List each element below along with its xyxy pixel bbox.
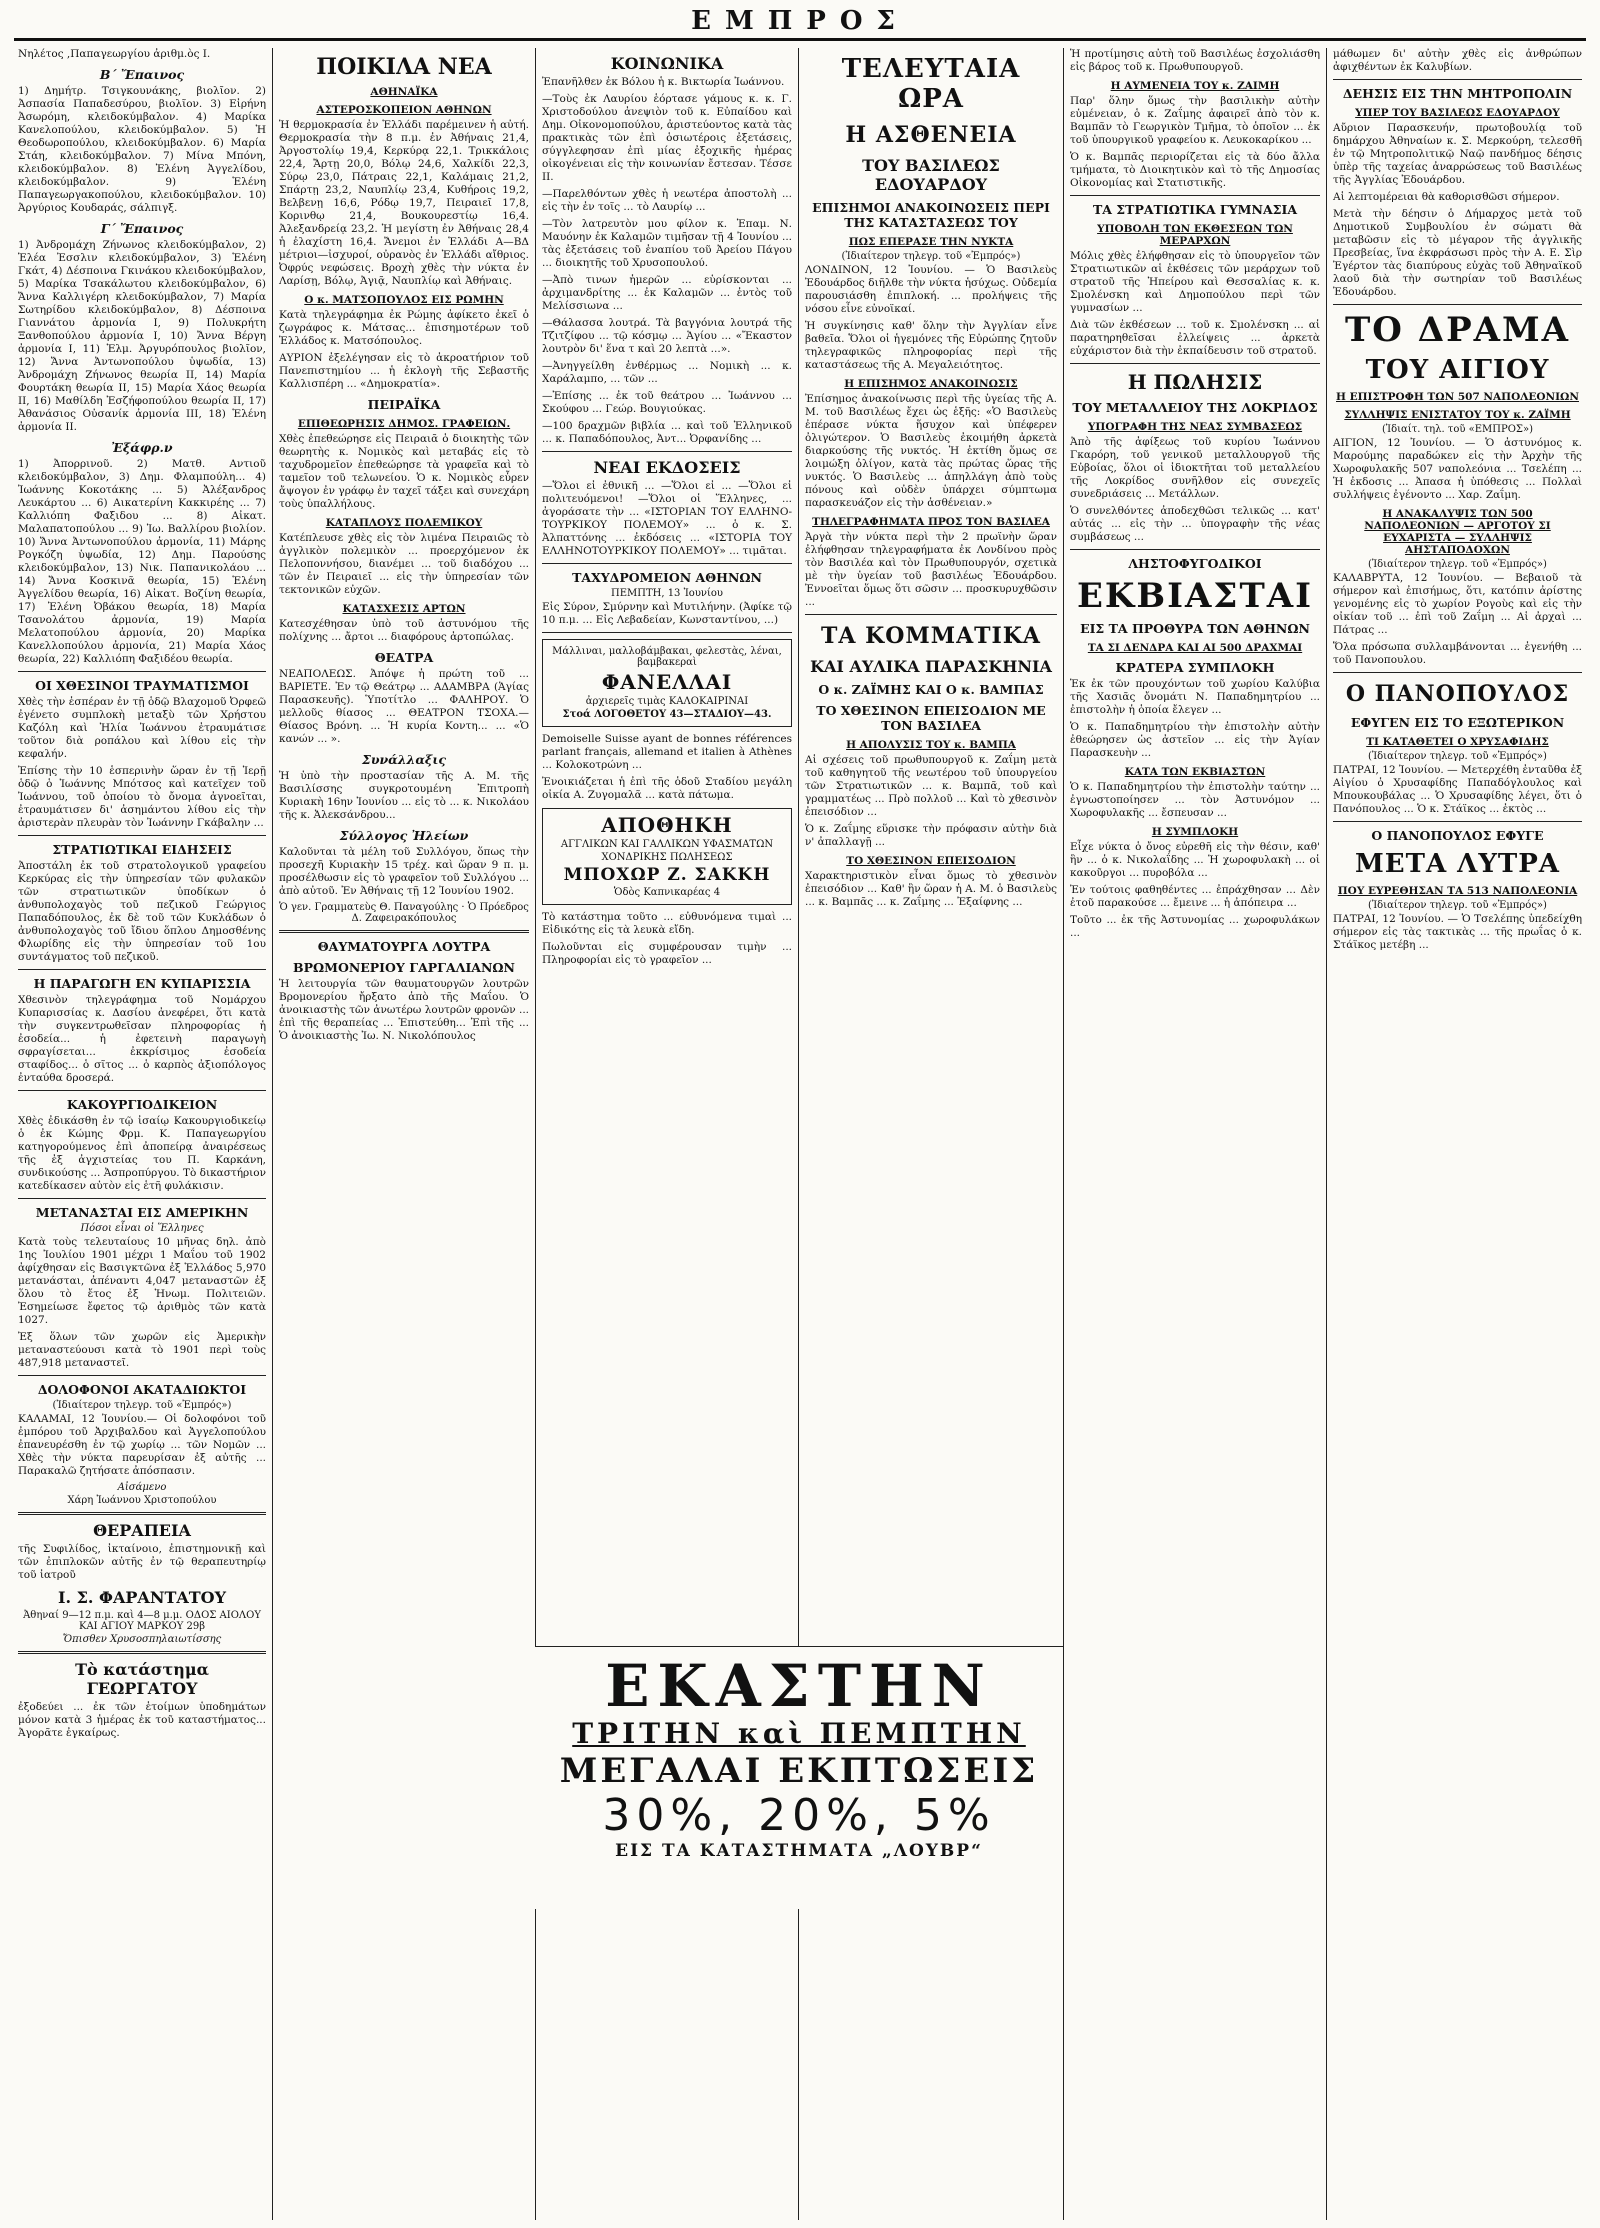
- article-text: —Τοὺς ἐκ Λαυρίου ἑόρτασε γάμους κ. κ. Γ. Χριστοδούλου ἀνεψιὸν τοῦ κ. Εὐπαίδου καὶ Δημ. Οἰκονομοπούλου, ἀριστεύοντος κατὰ τὰς πρακτικὰς τῶν ἐπὶ ὁσιωτέροις ἐξετάσεις, σύγγλεφησαν ἐπὶ μίας ἐξοχικῆς ἡμέρας οἰκογένειαι εἰς τὴν κοινωνίαν ἔστεσαν. Τέσσε ΙΙ.: [542, 93, 792, 183]
- article-headline: ΚΑΙ ΑΥΛΙΚΑ ΠΑΡΑΣΚΗΝΙΑ: [810, 657, 1052, 676]
- article-text: Ἀπὸ τῆς ἀφίξεως τοῦ κυρίου Ἰωάννου Γκαρόρη, τοῦ γενικοῦ μεταλλουργοῦ τῆς Εὐβοίας, ὅλοι οἱ ἰδιοκτῆται τοῦ μεταλλείου τῆς Λοκρίδος συνῆλθον εἰς συνεχεῖς συνεδριάσεις ... Μετάλλων.: [1070, 436, 1320, 500]
- article-text: ΑΙΓΙΟΝ, 12 Ἰουνίου. — Ὁ ἀστυνόμος κ. Μαρούμης παραδώκεν εἰς τὴν Ἀρχὴν τῆς Χωροφυλακῆς 507 ναπολεόνια ... Τσελέπη ... Ἡ ἐκδοσις ... Ἀπασα ἡ ὑπόθεσις ... Πολλαὶ συλλήψεις ἐγένοντο ... Χαρ. Ζαΐμη.: [1333, 437, 1582, 501]
- divider: [1333, 79, 1582, 80]
- ad-text: τῆς Συφιλίδος, ἰκταίνοιο, ἐπιστημονικῇ καὶ τῶν ἐπιπλοκῶν αὐτῆς ἐν τῷ θεραπευτηρίῳ τοῦ ἰατροῦ: [18, 1543, 266, 1581]
- article-text: —Ἀνηγγείλθη ἐνθέρμως ... Νομικὴ ... κ. Χαράλαμπο, ... τῶν ...: [542, 360, 792, 385]
- article-text: Ἐν τούτοις φαθηθέντες ... ἐπράχθησαν ... Δὲν ἐτοῦ παρακούσε ... ἔμεινε ... ἡ ἀπόπειρα ...: [1070, 884, 1320, 909]
- article-text: 1) Ἀνδρομάχη Ζήνωνος κλειδοκύμβαλον, 2) Ἑλέα Ἐσσλιν κλειδοκύμβαλον, 3) Ἑλένη Γκάτ, 4) Δέσποινα Γκινάκου κλειδοκύμβαλον, 5) Μαρίκα Τσακάλωτου κλειδοκύμβαλον, 6) Ἄννα Καλλιγέρη κλειδοκύμβαλον, 7) Μαρία Σωτηρίδου κλειδοκύμβαλον, 8) Δέσποινα Γιαννάτου ἀρμονία I, 9) Πολυκρήτη Ξανθοπούλου ἀρμονία I, 10) Ἄννα Βέργη ἀρμονία I, 11) Ἑλμ. Ἀργυρόπουλος βιολῖον, 12) Ἄννα Ἀντωνοπούλου ὑψωδία, 13) Ἀνδρομάχη Ζήνωνος θεωρία II, 14) Μαρία Φουρτάκη θεωρία II, 15) Μαρία Χάος θεωρία II, 16) Μαθίλδη Ἐσζήφοπούλου θεωρία II, 17) Ἀθανάσιος Οὐσανίκ ἀρμονία III, 18) Ἑλένη ἀρμονία II.: [18, 239, 266, 433]
- section-title: ΝΕΑΙ ΕΚΔΟΣΕΙΣ: [593, 458, 741, 477]
- article-headline: ΜΕΤΑΝΑΣΤΑΙ ΕΙΣ ΑΜΕΡΙΚΗΝ: [35, 1205, 249, 1220]
- ad-text: Τὸ κατάστημα τοῦτο ... εὐθυνόμενα τιμαὶ ... Εἰδικότης εἰς τὰ λευκὰ εἴδη.: [542, 911, 792, 936]
- ad-text: Μάλλιναι, μαλλοβάμβακαι, φελεστὰς, λέναι, βαμβακεραὶ: [552, 646, 782, 668]
- newspaper-title: ΕΜΠΡΟΣ: [691, 6, 909, 36]
- section-heading: Β΄ Ἔπαινος: [99, 67, 185, 82]
- article-text: Καλοῦνται τὰ μέλη τοῦ Συλλόγου, ὅπως τὴν προσεχῆ Κυριακὴν 15 τρέχ. καὶ ὥραν 9 π. μ. προσέλθωσιν εἰς τὸ γραφεῖον τοῦ Συλλόγου ... ἀπὸ αὐτοῦ. Ἐν Ἀθήναις τῇ 12 Ἰουνίου 1902.: [279, 846, 529, 897]
- article-subheading: ΠΕΜΠΤΗ, 13 Ἰουνίου: [610, 588, 724, 599]
- divider: [18, 671, 266, 672]
- article-text: —Ἐπίσης ... ἐκ τοῦ θεάτρου ... Ἰωάννου ... Σκούφου ... Γεώρ. Βουγιούκας.: [542, 390, 792, 415]
- ad-subheadline: ΒΡΩΜΟΝΕΡΙΟΥ ΓΑΡΓΑΛΙΑΝΩΝ: [293, 960, 515, 975]
- article-text: ΚΑΛΑΜΑΙ, 12 Ἰουνίου.— Οἱ δολοφόνοι τοῦ ἐμπόρου τοῦ Ἀρχιβαλδου καὶ Ἀγγελοπούλου ἐπανευρέσθη ἐν τῷ χωρίῳ ... τῶν Νομῶν ... Χθὲς τὴν νύκτα παρευρίσαν ἐξ αὐτῆς ... Παρακαλῶ ζητήσατε ἀπόσπασιν.: [18, 1413, 266, 1477]
- section-subtitle: ΑΘΗΝΑΪΚΑ: [370, 86, 438, 98]
- article-text: Ἡ προτίμησις αὐτὴ τοῦ Βασιλέως ἐσχολιάσθη εἰς βάρος τοῦ κ. Πρωθυπουργοῦ.: [1070, 48, 1320, 73]
- signature-name: Χάρη Ἰωάννου Χριστοπούλου: [67, 1495, 217, 1506]
- article-text: Ἡ θερμοκρασία ἐν Ἑλλάδι παρέμεινεν ἡ αὐτή. Θερμοκρασία τὴν 8 π.μ. ἐν Ἀθήναις 21,4, Ἀργοστολίῳ 19,4, Κερκύρᾳ 22,1. Τρικκάλοις 22,4, Ἄρτῃ 20,0, Βόλῳ 24,6, Χαλκίδι 22,3, Σύρῳ 23,0, Πάτραις 22,1, Καλάμαις 21,2, Σπάρτῃ 23,2, Ναυπλίῳ 23,4, Κυθήροις 19,2, Βελβενῃ 16,6, Ρόδῳ 19,7, Πειραιεῖ 17,8, Κορινθῳ 21,4, Βουκουρεστίῳ 16,4. Ἀλεξανδρείᾳ 23,2. Ἡ μεγίστη ἐν Ἀθήναις 28,4 ἡ ἐλαχίστη 16,4. Ἄνεμοι ἐν Ἑλλάδι Α—ΒΔ μέτριοι—ἰσχυροί, οὐρανὸς ἐν Ἑλλάδι αἴθριος. Ὀφρύς νεφώσεις. Βροχὴ χθὲς τὴν νύκτα ἐν Λαρίσῃ, Βόλῳ, Ἀγιᾷ, Ναυπλίῳ καὶ Ἀθήναις.: [279, 119, 529, 287]
- article-text: Ἐπίσημος ἀνακοίνωσις περὶ τῆς ὑγείας τῆς Α. Μ. τοῦ Βασιλέως ἔχει ὡς ἑξῆς: «Ὁ Βασιλεὺς ἐπέρασε νύκτα ἥσυχον καὶ ὑπέφερεν ὀλιγώτερον. Ὁ Βασιλεὺς ἐκοιμήθη ἀρκετὰ διαρκούσης τῆς νυκτός. Ἡ ἐκτίθη ὅμως σε λοιμώξη ὀλίγον, κατὰ τὰς πρώτας ὥρας τῆς νυκτός. Ὁ Βασιλεὺς ... ἀπηλλάγη ἀπὸ τοὺς πόνους καὶ οὐδὲν ὑπάρχει σύμπτωμα παρασκευάζον εἰς τὴν ἀσθένειαν.»: [805, 393, 1057, 509]
- article-headline: ΑΣΤΕΡΟΣΚΟΠΕΙΟΝ ΑΘΗΝΩΝ: [316, 104, 492, 116]
- article-headline: ΕΦΥΓΕΝ ΕΙΣ ΤΟ ΕΞΩΤΕΡΙΚΟΝ: [1350, 715, 1565, 730]
- article-headline: Συνάλλαξις: [361, 752, 446, 767]
- article-text: —Τὸν λατρευτὸν μου φίλον κ. Ἐπαμ. Ν. Μαυόνην ἐκ Καλαμῶν τιμῆσαν τῇ 4 Ἰουνίου ... τὰς ἐξετάσεις τοῦ ἐναπίου τοῦ Ἀρείου Πάγου ... διοικητῆς τοῦ Χρυσοπουλού.: [542, 218, 792, 269]
- masthead: [0, 0, 1600, 46]
- article-kicker: Ο ΠΑΝΟΠΟΥΛΟΣ ΕΦΥΓΕ: [1371, 828, 1544, 843]
- divider: [1333, 672, 1582, 673]
- article-kicker: ΛΗΣΤΟΦΥΓΟΔΙΚΟΙ: [1128, 556, 1262, 571]
- divider: [18, 1198, 266, 1199]
- article-subheading: ΤΗΛΕΓΡΑΦΗΜΑΤΑ ΠΡΟΣ ΤΟΝ ΒΑΣΙΛΕΑ: [812, 516, 1050, 528]
- article-text: Ἐξ ὅλων τῶν χωρῶν εἰς Ἀμερικὴν μεταναστεύουσι κατὰ τὸ 1901 περὶ τοὺς 487,918 μεταναστεῖ.: [18, 1331, 266, 1369]
- divider: [805, 614, 1057, 615]
- article-headline: Η ΠΑΡΑΓΩΓΗ ΕΝ ΚΥΠΑΡΙΣΣΙΑ: [33, 976, 251, 991]
- classified-ad: Πωλοῦνται εἰς συμφέρουσαν τιμὴν ... Πληροφορίαι εἰς τὸ γραφεῖον ...: [542, 941, 792, 966]
- newspaper-page: [12, 48, 1588, 2220]
- dateline-note: (Ἰδιαίτερον τηλεγρ. τοῦ «Ἐμπρός»): [1368, 900, 1547, 911]
- section-title: ΤΑΧΥΔΡΟΜΕΙΟΝ ΑΘΗΝΩΝ: [572, 570, 762, 585]
- article-text: Αἱ σχέσεις τοῦ πρωθυπουργοῦ κ. Ζαΐμη μετὰ τοῦ καθηγητοῦ τῆς νεωτέρου τοῦ ὑπουργείου τῶν Στρατιωτικῶν ... κ. Βαμπᾶ, τοῦ καὶ γραμματέως ... Πρὸ πολλοῦ ... Καὶ τὸ χθεσινὸν ἐπεισόδιον ...: [805, 754, 1057, 818]
- divider: [1333, 304, 1582, 305]
- article-subheading: ΕΙΣ ΤΑ ΠΡΟΘΥΡΑ ΤΩΝ ΑΘΗΝΩΝ: [1080, 621, 1310, 636]
- article-subheading: Η ΕΠΙΣΤΡΟΦΗ ΤΩΝ 507 ΝΑΠΟΛΕΟΝΙΩΝ: [1336, 391, 1579, 403]
- article-subheading: ΠΩΣ ΕΠΕΡΑΣΕ ΤΗΝ ΝΥΚΤΑ: [848, 236, 1014, 248]
- article-headline: ΚΑΤΑΣΧΕΣΙΣ ΑΡΤΩΝ: [342, 603, 466, 615]
- ad-address-note: Ὄπισθεν Χρυσοσπηλαιωτίσσης: [62, 1634, 222, 1645]
- article-headline: ΣΤΡΑΤΙΩΤΙΚΑΙ ΕΙΔΗΣΕΙΣ: [52, 842, 232, 857]
- article-headline: ΕΚΒΙΑΣΤΑΙ: [1076, 576, 1314, 616]
- article-subheading: ΣΥΛΛΗΨΙΣ ΕΝΙΣΤΑΤΟΥ ΤΟΥ κ. ΖΑΪΜΗ: [1344, 409, 1571, 421]
- article-text: Αὔριον Παρασκευήν, πρωτοβουλίᾳ τοῦ δημάρχου Ἀθηναίων κ. Σ. Μερκούρη, τελεσθῆ ἐν τῷ Μητροπολιτικῷ Ναῷ πανδήμος δέησις ὑπὲρ τῆς ταχείας ἀναρρώσεως τοῦ Βασιλέως τῆς Ἀγγλίας Ἐδουάρδου.: [1333, 122, 1582, 186]
- article-subheading: Πόσοι εἶναι οἱ Ἕλληνες: [80, 1223, 204, 1234]
- article-text: Χθὲς τὴν ἑσπέραν ἐν τῇ ὁδῷ Βλαχομοῦ Ὀρφεῶ ἐγένετο συμπλοκὴ μεταξὺ τῶν Χρήστου Καζόλη καὶ Ἠλία Ἰωάννου ἐτραυμάτισε τοῦτον διὰ ροπάλου καὶ λίθου εἰς τὴν κεφαλήν.: [18, 696, 266, 760]
- ad-headline: Τὸ κατάστημα ΓΕΩΡΓΑΤΟΥ: [75, 1660, 209, 1698]
- signatures: Ὁ γεν. Γραμματεὺς Θ. Παναγούλης · Ὁ Πρόεδρος Δ. Ζαφειρακόπουλος: [279, 902, 529, 924]
- dateline-note: (Ἰδιαίτερον τηλεγρ. τοῦ «Ἐμπρός»): [841, 251, 1021, 262]
- article-text: Κατέπλευσε χθὲς εἰς τὸν λιμένα Πειραιῶς τὸ ἀγγλικὸν πολεμικὸν ... προερχόμενον ἐκ Πελοποννήσου, διανέμει ... τοῦ διαδόχου ... τῶν ἐν Πειραιεῖ ... εἰς τὴν ὑπηρεσίαν τῶν τεκτονικῶν εὐχῶν.: [279, 532, 529, 596]
- article-text: Ἐπίσης τὴν 10 ἑσπερινὴν ὥραν ἐν τῇ Ἱερῇ ὁδῷ ὁ Ἰωάννης Μπότσος καὶ κατεῖχεν τοῦ Ἰωάννου, τοῦ ὁποίου τὸ ὄνομα ἀγνοεῖται, ἐτραυμάτισεν δι' ἀσημάντου λίθου εἰς τὴν ἀριστερὰν πλευρὰν τὸν Ἰωάννην Γκάβαλην ...: [18, 765, 266, 829]
- ad-headline: ΘΕΡΑΠΕΙΑ: [93, 1521, 191, 1540]
- column-2: [272, 48, 535, 2220]
- article-subheading: Η ΣΥΜΠΛΟΚΗ: [1151, 826, 1239, 838]
- ad-headline: ΘΑΥΜΑΤΟΥΡΓΑ ΛΟΥΤΡΑ: [317, 939, 491, 954]
- article-subheading: (Ἰδιαίτερον τηλεγρ. τοῦ «Ἐμπρός»): [52, 1400, 232, 1411]
- divider: [18, 1090, 266, 1091]
- article-text: Τοῦτο ... ἐκ τῆς Ἀστυνομίας ... χωροφυλάκων ...: [1070, 914, 1320, 939]
- divider: [1070, 195, 1320, 196]
- article-text: —Παρελθόντων χθὲς ἡ νεωτέρα ἀποστολὴ ... εἰς τὴν ἐν τοῖς ... τὸ Λαυρίῳ ...: [542, 188, 792, 213]
- article-text: 1) Ἀπορρινοῦ. 2) Ματθ. Αντιοῦ κλειδοκύμβαλον, 3) Δημ. Φλαμπούλη... 4) Ἰωάννης Κοκοτάκης ... 5) Ἀλέξανδρος Λευκάρτου ... 6) Αικατερίνη Κακκιρέης ... 7) Καλλιόπη Φαξιδου ... 8) Αἰκατ. Μαλαπατοπούλου ... 9) Ἰω. Βαλλίρου βιολίον. 10) Ἄννα Ἀντωνοπούλου ἀρμονία, 11) Μάρης Ρογκόζη ὑψωδία, 12) Δημ. Παρούσης κλειδοκύμβαλον, 13) Νικ. Παπανικολάου ... 14) Ἄννα Κοσκινᾶ θεωρία, 15) Ἑλένη Ἀγγελίδου θεωρία, 16) Αἰκατ. Βοζίνη θεωρία, 17) Ἐλένη Ὀβάκου θεωρία, 18) Μαρία Τσανολάτου ἀρμονία, 19) Μαρία Μελατοπούλου ἀρμονία, 20) Μαρίκα Κανελλοπούλου ἀρμονία, 21) Μαρία Χάος θεωρία, 22) Καλλιόπη Φαξιδέου θεωρία.: [18, 458, 266, 665]
- article-text: —Ὅλοι εἰ ἐθνικῆ ... —Ὅλοι εἰ ... —Ὅλοι εἰ πολιτευόμενοι! —Ὅλοι οἱ Ἕλληνες, ... ἀγοράσατε τὴν ... «ΙΣΤΟΡΙΑΝ ΤΟΥ ΕΛΛΗΝΟ-ΤΟΥΡΚΙΚΟΥ ΠΟΛΕΜΟΥ» ... ὁ κ. Σ. Ἀλπαττόνης ... ἐκδόσεις ... «ΙΣΤΟΡΙΑ ΤΟΥ ΕΛΛΗΝΟΤΟΥΡΚΙΚΟΥ ΠΟΛΕΜΟΥ» ... τιμᾶται.: [542, 480, 792, 557]
- article-subheading: Ο κ. ΖΑΪΜΗΣ ΚΑΙ Ο κ. ΒΑΜΠΑΣ: [818, 682, 1044, 697]
- article-subheading: Η ΑΝΑΚΑΛΥΨΙΣ ΤΩΝ 500 ΝΑΠΟΛΕΟΝΙΩΝ — ΑΡΓΟΤΟΥ ΣΙ ΕΥΧΑΡΙΣΤΑ — ΣΥΛΛΗΨΙΣ ΑΗΣΤΑΠΟΔΟΧΩΝ: [1364, 508, 1551, 556]
- article-subheading: ΤΟ ΧΘΕΣΙΝΟΝ ΕΠΕΙΣΟΔΙΟΝ ΜΕ ΤΟΝ ΒΑΣΙΛΕΑ: [816, 703, 1046, 733]
- divider: [18, 1512, 266, 1515]
- article-text: Κατὰ τηλεγράφημα ἐκ Ρώμης ἀφίκετο ἐκεῖ ὁ ζωγράφος κ. Μάτσας... ἐπισημοτέρων τοῦ Ἑλλάδος κ. Ματσόπουλος.: [279, 309, 529, 347]
- article-headline: Ο κ. ΜΑΤΣΟΠΟΥΛΟΣ ΕΙΣ ΡΩΜΗΝ: [304, 294, 504, 306]
- article-text: Ἑκ ἐκ τῶν προυχόντων τοῦ χωρίου Καλύβια τῆς Χασιᾶς ὄνομάτι Ν. Παπαδημητρίου ... ἐπιστολὴν ἡ ὁποία ἔλεγεν ...: [1070, 678, 1320, 716]
- dateline-note: (Ἰδιαίτερον τηλεγρ. τοῦ «Ἐμπρός»): [1368, 559, 1547, 570]
- article-text: Μόλις χθὲς ἐλήφθησαν εἰς τὸ ὑπουργεῖον τῶν Στρατιωτικῶν αἱ ἐκθέσεις τῶν μεράρχων τοῦ στρατοῦ τῆς Ἠπείρου καὶ Θεσσαλίας κ. κ. Σμολένσκη καὶ Δημοπούλου περὶ τῶν γυμνασίων ...: [1070, 250, 1320, 314]
- article-subheading: Η ΕΠΙΣΗΜΟΣ ΑΝΑΚΟΙΝΩΣΙΣ: [844, 378, 1018, 390]
- ad-text: ἐξοδεύει ... ἐκ τῶν ἑτοίμων ὑποδημάτων μόνον κατὰ 3 ἡμέρας ἐκ τοῦ καταστήματος... Ἀγορᾶτε ἐγκαίρως.: [18, 1701, 266, 1739]
- article-headline: ΚΑΚΟΥΡΓΙΟΔΙΚΕΙΟΝ: [66, 1097, 218, 1112]
- article-headline: ΤΑ ΚΟΜΜΑΤΙΚΑ: [820, 623, 1041, 649]
- article-subheading: Η ΑΥΜΕΝΕΙΑ ΤΟΥ κ. ΖΑΙΜΗ: [1110, 80, 1280, 92]
- article-text: Κατεσχέθησαν ὑπὸ τοῦ ἀστυνόμου τῆς πολίχνης ... ἄρτοι ... διαφόρους ἀρτοπώλας.: [279, 618, 529, 643]
- article-text: Ἀποστάλη ἐκ τοῦ στρατολογικοῦ γραφείου Κερκύρας εἰς τὴν ὑπηρεσίαν τῶν φυλακῶν τῶν στρατιωτικῶν ὑποδίκων ὁ ἀνθυπολοχαγὸς τοῦ πεζικοῦ Γεώργιος Παπαδόπουλος, ἐκ δὲ τοῦ τῶν Κυκλάδων ὁ ἀνθυπολοχαγὸς τοῦ ἴδιου ὅπλου Δημοσθένης Φλωρίδης εἰς τὴν ὑπηρεσίαν τοῦ 1ου συντάγματος τοῦ πεζικοῦ.: [18, 860, 266, 963]
- advertisement-flannels: [542, 639, 792, 727]
- ad-text: ΑΓΓΛΙΚΩΝ ΚΑΙ ΓΑΛΛΙΚΩΝ ΥΦΑΣΜΑΤΩΝ: [560, 839, 774, 850]
- article-text: ΑΥΡΙΟΝ ἐξελέγησαν εἰς τὸ ἀκροατήριον τοῦ Πανεπιστημίου ... ἡ ἐκλογὴ τῆς Σεβαστῆς Καλλισπέρη ... «Δημοκρατία».: [279, 352, 529, 390]
- article-text: Χθεσινὸν τηλεγράφημα τοῦ Νομάρχου Κυπαρισσίας κ. Δασίου ἀνεφέρει, ὅτι κατὰ τὴν συγκεντρωθεῖσαν πληροφορίας ἡ ἐσοδεία... ἡ ἐφετεινὴ παραγωγὴ σφραγίσεται... ἐκκρίσιμος ἐσοδεία σταφίδος... ὁ σῖτος ... ὁ καρπὸς ἀξιοπόλογος ἐνταύθα δροσερά.: [18, 994, 266, 1084]
- ad-merchant-name: ΜΠΟΧΩΡ Ζ. ΣΑΚΚΗ: [563, 865, 771, 885]
- dateline-note: (Ἰδιαίτ. τηλ. τοῦ «ΕΜΠΡΟΣ»): [1381, 424, 1534, 435]
- article-subheading: ΠΟΥ ΕΥΡΕΘΗΣΑΝ ΤΑ 513 ΝΑΠΟΛΕΟΝΙΑ: [1337, 885, 1578, 897]
- ad-text: ἀρχιερεῖς τιμὰς ΚΑΛΟΚΑΙΡΙΝΑΙ: [585, 696, 749, 707]
- article-text: ΛΟΝΔΙΝΟΝ, 12 Ἰουνίου. — Ὁ Βασιλεὺς Ἐδουάρδος διῆλθε τὴν νύκτα ἡσύχως. Οὐδεμία παρουσιάσθη ἐπιπλοκή. ... προλήψεις τῆς νόσου εἶνε εὐνοϊκαί.: [805, 264, 1057, 315]
- dateline-note: (Ἰδιαίτερον τηλεγρ. τοῦ «Ἐμπρός»): [1368, 751, 1547, 762]
- article-subheading: Η ΑΠΟΛΥΣΙΣ ΤΟΥ κ. ΒΑΜΠΑ: [846, 739, 1016, 751]
- divider: [18, 969, 266, 970]
- article-text: Ὁ κ. Ζαΐμης εὕρισκε τὴν πρόφασιν αὐτὴν διὰ ν' ἀπαλλαγῇ ...: [805, 823, 1057, 848]
- article-headline: Σύλλογος Ἠλείων: [339, 828, 469, 843]
- divider: [1333, 821, 1582, 822]
- section-subtitle: ΠΕΙΡΑΪΚΑ: [367, 397, 441, 412]
- article-headline: ΜΕΤΑ ΛΥΤΡΑ: [1355, 849, 1560, 879]
- article-text: Ἐπανῆλθεν ἐκ Βόλου ἡ κ. Βικτωρία Ἰωάννου.: [542, 76, 785, 88]
- ad-name: Ι. Σ. ΦΑΡΑΝΤΑΤΟΥ: [57, 1588, 227, 1607]
- column-1: [12, 48, 272, 2220]
- article-text: Χαρακτηριστικὸν εἶναι ὅμως τὸ χθεσινὸν ἐπεισόδιον ... Καθ' ἣν ὥραν ἡ Α. Μ. ὁ Βασιλεὺς ... κ. Βαμπᾶς ... κ. Ζαΐμης ... Ἐξαίφνης ...: [805, 870, 1057, 908]
- ad-text: Ἡ λειτουργία τῶν θαυματουργῶν λουτρῶν Βρομονερίου ἤρξατο ἀπὸ τῆς Μαΐου. Ὁ ἀνοικιαστὴς τῶν ἀνωτέρω λουτρῶν φρονῶν ... ἐπὶ τῆς θεραπείας ... Ἐπιστεύθη... Ἐπὶ τῆς ... Ὁ ἀνοικιαστὴς Ἰω. Ν. Νικολόπουλος: [279, 978, 529, 1042]
- signature: Αἰσάμενο: [117, 1482, 167, 1493]
- section-heading: Ἐξάφρ.ν: [111, 440, 173, 455]
- article-subheading: ΥΠΟΒΟΛΗ ΤΩΝ ΕΚΘΕΣΕΩΝ ΤΩΝ ΜΕΡΑΡΧΩΝ: [1097, 223, 1293, 247]
- article-text: Παρ' ὅλην ὅμως τὴν βασιλικὴν αὐτὴν εὐμένειαν, ὁ κ. Ζαΐμης ἀφαιρεῖ ἀπὸ τὸν κ. Βαμπᾶν τὸ Γεωργικὸν Τμῆμα, τὸ ὁποῖον ... ἐκ τοῦ ὑπουργικοῦ γραφείου κ. Λευκοκαρίκου ...: [1070, 95, 1320, 146]
- article-headline: ΤΟΥ ΒΑΣΙΛΕΩΣ ΕΔΟΥΑΡΔΟΥ: [862, 156, 1000, 194]
- article-text: Ὁ κ. Παπαδημητρίου τὴν ἐπιστολὴν ταύτην ... ἐγνωστοποίησεν ... τὸν Ἀστυνόμον ... Χωροφυλακῆς ... ἔσπευσαν ...: [1070, 781, 1320, 819]
- article-text: ΠΑΤΡΑΙ, 12 Ἰουνίου. — Ὁ Τσελέπης ὑπεδείχθη σήμερον εἰς τὰς τακτικὰς ... τῆς πρωΐας ὁ κ. Στάϊκος μετέβη ...: [1333, 913, 1582, 951]
- article-text: Ἀργὰ τὴν νύκτα περὶ τὴν 2 πρωϊνὴν ὥραν ἐλήφθησαν τηλεγραφήματα ἐκ Λονδίνου πρὸς τὸν Βασιλέα καὶ τὸν Πρωθυπουργόν, σχετικὰ μὲ τὴν ὑγείαν τοῦ βασιλέως Ἐδουάρδου. Ἐννοεῖται ὅμως ὅτι σῶσιν ... προσκυρυχθῶσιν ...: [805, 531, 1057, 608]
- article-headline: ΕΠΙΘΕΩΡΗΣΙΣ ΔΗΜΟΣ. ΓΡΑΦΕΙΩΝ.: [297, 418, 511, 430]
- article-text: Ἡ ὑπὸ τὴν προστασίαν τῆς Α. Μ. τῆς Βασιλίσσης συγκροτουμένη Ἐπιτροπὴ Κυριακὴ 16ην Ἰουνίου ... εἰς τὸ ... κ. Νικολάου τῆς κ. Ἀλεκσάνδρου...: [279, 770, 529, 821]
- article-headline: Ο ΠΑΝΟΠΟΥΛΟΣ: [1345, 681, 1570, 707]
- divider: [542, 632, 792, 633]
- article-headline: ΔΕΗΣΙΣ ΕΙΣ ΤΗΝ ΜΗΤΡΟΠΟΛΙΝ: [1342, 86, 1573, 101]
- article-subheading: ΚΡΑΤΕΡΑ ΣΥΜΠΛΟΚΗ: [1115, 660, 1275, 675]
- divider: [542, 563, 792, 564]
- article-text: 1) Δημήτρ. Τσιγκουνάκης, βιολῖον. 2) Ἀσπασία Παπαδεσύρου, βιολῖον. 3) Εἰρήνη Ἀσωρόμη, κλειδοκύμβαλον. 4) Μαρίκα Κανελοπούλου, κλειδοκύμβαλον. 5) Ἡ Θεοδωροπούλου, κλειδοκύμβαλον. 6) Μαρία Στάη, κλειδοκύμβαλον. 7) Μίνα Μπόνη, κλειδοκύμβαλον. 8) Ἑλένη Ἀγγελίδου, κλειδοκύμβαλον. 9) Ἑλένη Παπαγεωργακοπούλου, κλειδοκύμβαλον. 10) Ἀργύριος Κουδαράς, σάλπιγξ.: [18, 85, 266, 214]
- ad-headline: ΕΚΑΣΤΗΝ: [605, 1652, 993, 1720]
- article-text: Ἡ συγκίνησις καθ' ὅλην τὴν Ἀγγλίαν εἶνε βαθεῖα. Ὅλοι οἱ ἡγεμόνες τῆς Εὐρώπης ζητοῦν τηλεγραφικῶς πληροφορίας περὶ τῆς καταστάσεως τῆς Α. Μεγαλειότητος.: [805, 320, 1057, 371]
- article-text: Διὰ τῶν ἐκθέσεων ... τοῦ κ. Σμολένσκη ... αἱ παρατηρηθεῖσαι ἐλλείψεις ... ἀρκετὰ εὐχάριστον διὰ τὴν ἐκπαίδευσιν τοῦ στρατοῦ.: [1070, 319, 1320, 357]
- article-text: Κατὰ τοὺς τελευταίους 10 μῆνας δηλ. ἀπὸ 1ης Ἰουλίου 1901 μέχρι 1 Μαΐου τοῦ 1902 ἀφίχθησαν εἰς Βασιγκτῶνα ἐξ Ἑλλάδος 5,970 μετανάσται, ἀπέναντι 4,047 μεταναστῶν ἐξ ὅλου τὸ ἔτος ἐξ Ἡνωμ. Πολιτειῶν. Ἐσημείωσε ἔφετος τῷ ἀριθμὸς τῶν κατὰ 1027.: [18, 1236, 266, 1326]
- article-headline: ΟΙ ΧΘΕΣΙΝΟΙ ΤΡΑΥΜΑΤΙΣΜΟΙ: [35, 678, 249, 693]
- article-headline: ΤΟ ΔΡΑΜΑ: [1344, 310, 1571, 350]
- advertisement-warehouse: [542, 808, 792, 905]
- article-text: Χθὲς ἐπεθεώρησε εἰς Πειραιᾶ ὁ διοικητὴς τῶν θεωρητὴς κ. Νομικὸς καὶ μεταβάς εἰς τὸ ταχυδρομεῖον ἐπεθεώρησε τὰ γραφεῖα καὶ τὸ ταμεῖον τοῦ τελωνείου. Ὁ κ. Νομικὸς εὗρεν ἄψογον ἐν γράφῳ ἐν ταχεῖ τάξει καὶ συνεχάρη τοὺς ὑπαλλήλους.: [279, 433, 529, 510]
- divider: [279, 930, 529, 933]
- article-text: Χθὲς ἐδικάσθη ἐν τῷ ἰσαίῳ Κακουργιοδικείῳ ὁ ἐκ Κώμης Φρμ. Κ. Παπαγεωργίου κατηγορούμενος ἐπὶ ἀποπείρᾳ ἀναιρέσεως τῆς ἐξ ἀγχιστείας του Π. Καρκάνη, συνδικούσης ... Ἀσπροπύργου. Τὸ δικαστήριον κατεδίκασεν αὐτὸν εἰς ἑτῆ φυλάκισιν.: [18, 1115, 266, 1192]
- article-text: —Θάλασσα λουτρά. Τὰ βαγγόνια λουτρά τῆς Τζιτζίφου ... τῷ κόσμῳ ... Ἁγίου ... «Ἔκαστον λουτρὸν δι' ἕνα τ καὶ 20 λεπτὰ ...».: [542, 317, 792, 355]
- article-headline: ΤΑ ΣΤΡΑΤΙΩΤΙΚΑ ΓΥΜΝΑΣΙΑ: [1092, 202, 1298, 217]
- article-subheading: ΤΟ ΧΘΕΣΙΝΟΝ ΕΠΕΙΣΟΔΙΟΝ: [846, 855, 1016, 867]
- divider: [18, 1651, 266, 1654]
- advertisement-louvre-sale: [535, 1646, 1063, 1909]
- divider: [18, 835, 266, 836]
- section-title: ΠΟΙΚΙΛΑ ΝΕΑ: [316, 54, 492, 80]
- ad-offer: ΜΕΓΑΛΑΙ ΕΚΠΤΩΣΕΙΣ: [559, 1751, 1039, 1791]
- section-title: ΚΟΙΝΩΝΙΚΑ: [610, 54, 724, 73]
- section-title: ΤΕΛΕΥΤΑΙΑ ΩΡΑ: [841, 54, 1021, 114]
- ad-store: ΕΙΣ ΤΑ ΚΑΤΑΣΤΗΜΑΤΑ „ΛΟΥΒΡ“: [615, 1841, 983, 1861]
- article-headline: ΔΟΛΟΦΟΝΟΙ ΑΚΑΤΑΔΙΩΚΤΟΙ: [37, 1382, 247, 1397]
- article-text: Εἰς Σύρον, Σμύρνην καὶ Μυτιλήνην. (Ἀφίκε τῷ 10 π.μ. ... Εἰς Λεβαδείαν, Κωνσταντίνου, ...): [542, 601, 792, 626]
- article-text: —Ἀπὸ τινων ἡμερῶν ... εὑρίσκονται ... ἀρχιμανδρίτης ... ἐκ Καλαμῶν ... ἐντὸς τοῦ Μελίσσιωνα ...: [542, 274, 792, 312]
- article-headline: Η ΑΣΘΕΝΕΙΑ: [845, 122, 1017, 148]
- column-6: [1326, 48, 1588, 2220]
- article-subheading: ΥΠΕΡ ΤΟΥ ΒΑΣΙΛΕΩΣ ΕΔΟΥΑΡΔΟΥ: [1355, 107, 1560, 119]
- article-text: Εἶχε νύκτα ὁ ὄνος εὐρεθῆ εἰς τὴν θέσιν, καθ' ἣν ... ὁ κ. Νικολαΐδης ... Ἡ χωροφυλακὴ ... οἱ κακοῦργοι ... πυροβόλα ...: [1070, 841, 1320, 879]
- article-headline: ΤΟΥ ΑΙΓΙΟΥ: [1365, 355, 1550, 385]
- ad-address: Ἀθηναί 9—12 π.μ. καὶ 4—8 μ.μ. ΟΔΟΣ ΑΙΟΛΟΥ ΚΑΙ ΑΓΙΟΥ ΜΑΡΚΟΥ 29β: [23, 1610, 261, 1632]
- article-text: Μετὰ τὴν δέησιν ὁ Δήμαρχος μετὰ τοῦ Δημοτικοῦ Συμβουλίου ἐν σώματι θὰ μεταβῶσιν εἰς τὸ μέγαρον τῆς ἀγγλικῆς Πρεσβείας, ἵνα ἐκφράσωσι πρὸς τὴν Α. Ε. Σὶρ Ἐγέρτον τὰς διαπύρους εὐχὰς τοῦ Ἀθηναϊκοῦ λαοῦ διὰ τὴν σωτηρίαν τοῦ Βασιλέως Ἐδουάρδου.: [1333, 208, 1582, 298]
- ad-days: ΤΡΙΤΗΝ καὶ ΠΕΜΠΤΗΝ: [572, 1717, 1026, 1750]
- divider: [542, 451, 792, 452]
- section-heading: Γ΄ Ἔπαινος: [100, 221, 184, 236]
- ad-discounts: 30%, 20%, 5%: [602, 1790, 996, 1841]
- article-subheading: ΚΑΤΑ ΤΩΝ ΕΚΒΙΑΣΤΩΝ: [1124, 766, 1266, 778]
- section-subtitle: ΘΕΑΤΡΑ: [374, 650, 434, 665]
- ad-address: Στοά ΛΟΓΟΘΕΤΟΥ 43—ΣΤΑΔΙΟΥ—43.: [562, 709, 772, 720]
- article-text: Αἱ λεπτομέρειαι θὰ καθορισθῶσι σήμερον.: [1333, 191, 1560, 203]
- article-text: ΚΑΛΑΒΡΥΤΑ, 12 Ἰουνίου. — Βεβαιοῦ τὰ σήμερον καὶ ἐπισήμως, ὅτι, κατόπιν ἀρίστης γενομένης εἰς τὸ χωρίον Ρογοὺς καὶ εἰς τὴν οἰκίαν τοῦ ... ἐπὶ τοῦ Ζαΐμη ... Αἱ ἀρχαὶ ... Πάτρας ...: [1333, 572, 1582, 636]
- ad-headline: ΑΠΟΘΗΚΗ: [601, 813, 733, 837]
- article-text: Νηλέτος ,Παπαγεωργίου ἀριθμ.ὸς I.: [18, 48, 211, 60]
- ad-text: ΧΟΝΔΡΙΚΗΣ ΠΩΛΗΣΕΩΣ: [601, 852, 733, 863]
- ad-headline: ΦΑΝΕΛΛΑΙ: [601, 670, 733, 694]
- article-subheading: ΥΠΟΓΡΑΦΗ ΤΗΣ ΝΕΑΣ ΣΥΜΒΑΣΕΩΣ: [1087, 421, 1303, 433]
- ad-address: Ὁδὸς Καπνικαρέας 4: [613, 887, 721, 898]
- article-subheading: ΤΙ ΚΑΤΑΘΕΤΕΙ Ο ΧΡΥΣΑΦΙΔΗΣ: [1366, 736, 1549, 748]
- article-subheading: ΕΠΙΣΗΜΟΙ ΑΝΑΚΟΙΝΩΣΕΙΣ ΠΕΡΙ ΤΗΣ ΚΑΤΑΣΤΑΣΕΩΣ ΤΟΥ: [812, 200, 1050, 230]
- article-headline: ΚΑΤΑΠΛΟΥΣ ΠΟΛΕΜΙΚΟΥ: [325, 517, 483, 529]
- article-text: —100 δραχμῶν βιβλία ... καὶ τοῦ Ἑλληνικοῦ ... κ. Παπαδόπουλος, Ἀντ... Ὀρφανίδης ...: [542, 420, 792, 445]
- article-text: ΠΑΤΡΑΙ, 12 Ἰουνίου. — Μετερχέθη ἐνταῦθα ἐξ Αἰγίου ὁ Χρυσαφίδης Παπαδόγλουλος καὶ Μπουκουβάλας ... Ὁ Χρυσαφίδης λέγει, ὅτι ὁ Πανόπουλος ... Ὁ κ. Στάϊκος ... ἐκτὸς ...: [1333, 764, 1582, 815]
- article-headline: Η ΠΩΛΗΣΙΣ: [1127, 370, 1263, 394]
- classified-ad: Demoiselle Suisse ayant de bonnes références parlant français, allemand et italien à Athènes ... Κολοκοτρώνη ...: [542, 733, 792, 771]
- divider: [1070, 363, 1320, 364]
- classified-ad: Ἐνοικιάζεται ἡ ἐπὶ τῆς ὁδοῦ Σταδίου μεγάλη οἰκία Α. Ζυγομαλᾶ ... κατὰ πάτωμα.: [542, 776, 792, 801]
- column-5: [1063, 48, 1326, 2220]
- article-text: Ὅλα πρόσωπα συλλαμβάνονται ... ἐγενήθη ... τοῦ Πανοπουλου.: [1333, 641, 1582, 666]
- article-text: Ὁ κ. Παπαδημητρίου τὴν ἐπιστολὴν αὐτὴν ἐθεώρησεν ὡς ἀστεῖον ... εἰς τὴν Ἀγίαν Παρασκευὴν ...: [1070, 721, 1320, 759]
- article-subheading: ΤΑ ΣΙ ΔΕΝΔΡΑ ΚΑΙ ΑΙ 500 ΔΡΑΧΜΑΙ: [1087, 642, 1303, 654]
- masthead-rule: [14, 38, 1586, 41]
- divider: [1070, 549, 1320, 550]
- article-text: Ὁ κ. Βαμπᾶς περιορίζεται εἰς τὰ δύο ἄλλα τμήματα, τὸ Διοικητικὸν καὶ τὸ τῆς Δημοσίας Οἰκονομίας καὶ Στατιστικῆς.: [1070, 151, 1320, 189]
- divider: [18, 1375, 266, 1376]
- article-text: ΝΕΑΠΟΛΕΩΣ. Ἀπόψε ἡ πρώτη τοῦ ... ΒΑΡΙΕΤΕ. Ἐν τῷ Θεάτρῳ ... ΑΔΑΜΒΡΑ (Ἁγίας Παρασκευῆς). Ὑποτίτλο ... ΦΑΛΗΡΟΥ. Ὁ μελλοῦς θίασος ... ΘΕΑΤΡΟΝ ΤΣΟΧΑ.—Θίασος Βρόνη. ... Ἡ κυρία Κοντη... ... «Ὁ κανών ... ».: [279, 668, 529, 745]
- article-text: Ὁ συνελθόντες ἀποδεχθῶσι τελικῶς ... κατ' αὐτάς ... εἰς τὴν ... ὑπογραφὴν τῆς νέας συμβάσεως ...: [1070, 505, 1320, 543]
- article-text: μάθωμεν δι' αὐτὴν χθὲς εἰς ἀνθρώπων ἀφιχθέντων ἐκ Καλυβίων.: [1333, 48, 1582, 73]
- article-headline: ΤΟΥ ΜΕΤΑΛΛΕΙΟΥ ΤΗΣ ΛΟΚΡΙΔΟΣ: [1072, 400, 1318, 415]
